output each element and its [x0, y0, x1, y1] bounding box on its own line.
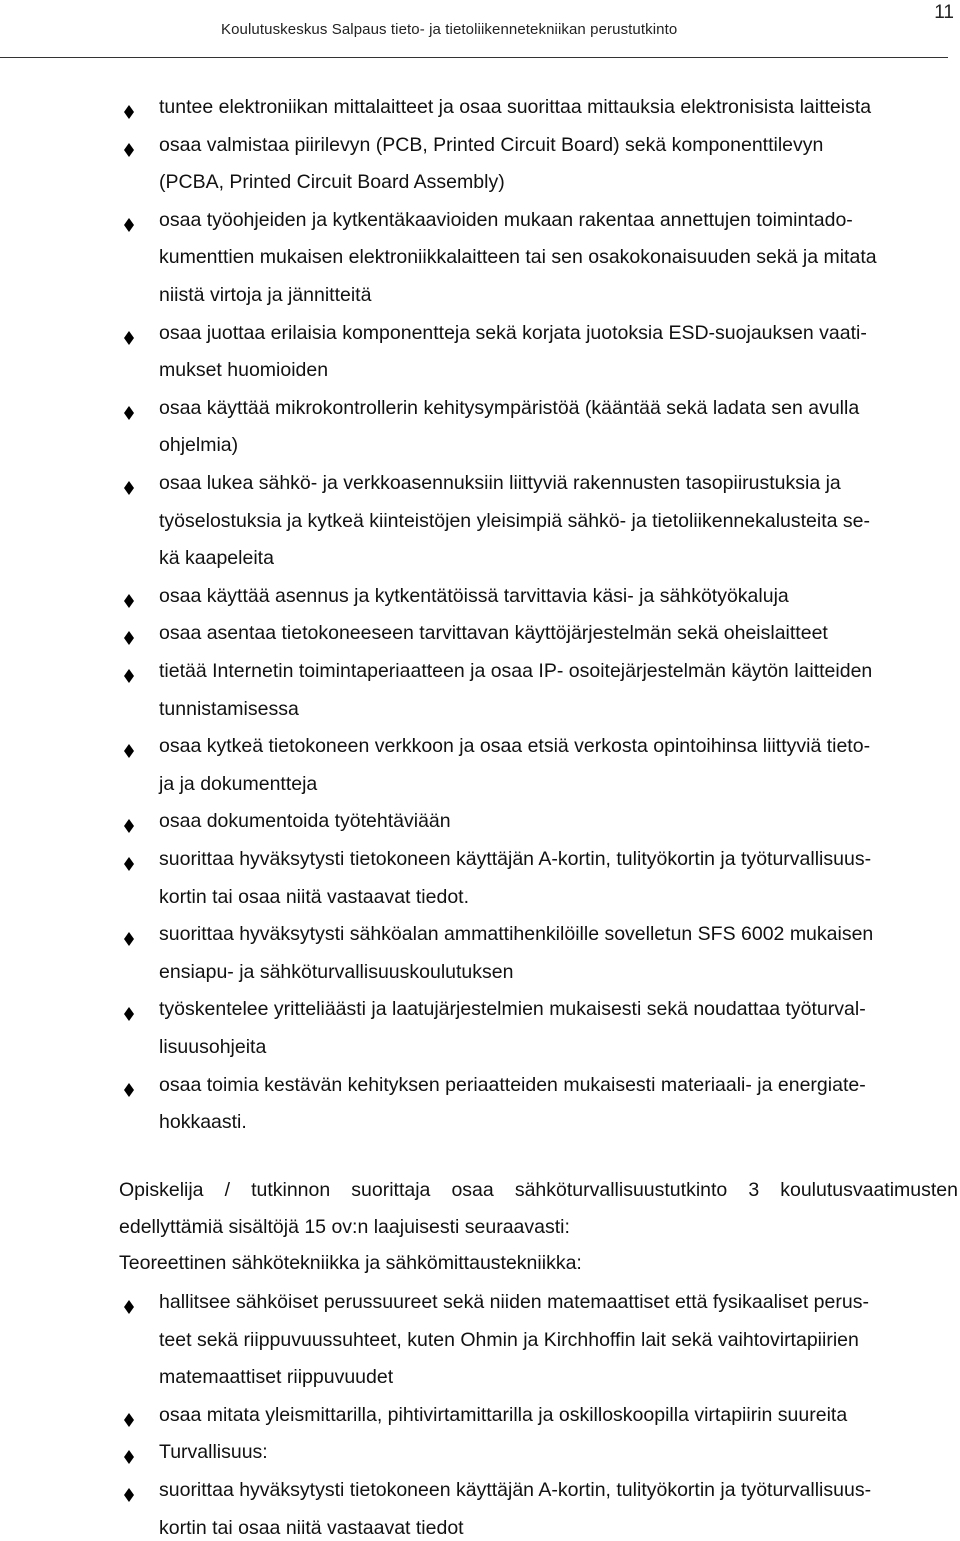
bullet-diamond-icon	[124, 481, 134, 495]
list-item-text-line: kä kaapeleita	[159, 547, 274, 570]
list-item-text-line: tunnistamisessa	[159, 697, 299, 720]
list-item-text-line: hokkaasti.	[159, 1111, 247, 1134]
list-item-text-line: kortin tai osaa niitä vastaavat tiedot.	[159, 885, 470, 908]
list-item-text-line: tietää Internetin toimintaperiaatteen ja osaa IP- osoitejärjestelmän käytön laitteiden	[159, 660, 873, 682]
list-item-text-line: osaa työohjeiden ja kytkentäkaavioiden mukaan rakentaa annettujen toimintado-	[159, 208, 853, 231]
bullet-diamond-icon	[124, 105, 134, 119]
list-item-text-line: osaa juottaa erilaisia komponentteja sekä korjata juotoksia ESD-suojauksen vaati-	[159, 321, 867, 344]
list-item-text-line: ja ja dokumentteja	[159, 772, 318, 795]
bullet-diamond-icon	[124, 932, 134, 946]
list-item-text-line: hallitsee sähköiset perussuureet sekä niiden matemaattiset että fysikaaliset perus-	[159, 1291, 869, 1313]
bullet-diamond-icon	[124, 143, 134, 157]
list-item-text-line: osaa käyttää asennus ja kytkentätöissä tarvittavia käsi- ja sähkötyökaluja	[159, 584, 789, 607]
list-item-text-line: kumenttien mukaisen elektroniikkalaitteen tai sen osakokonaisuuden sekä ja mitata	[159, 246, 877, 269]
list-item-text-line: työskentelee yritteliäästi ja laatujärjestelmien mukaisesti sekä noudattaa työturval-	[159, 998, 866, 1021]
paragraph-line: edellyttämiä sisältöjä 15 ov:n laajuisesti seuraavasti:	[119, 1216, 570, 1238]
list-item-text-line: osaa kytkeä tietokoneen verkkoon ja osaa etsiä verkosta opintoihinsa liittyviä tieto-	[159, 735, 871, 758]
list-item-text-line: osaa valmistaa piirilevyn (PCB, Printed Circuit Board) sekä komponenttilevyn	[159, 133, 824, 156]
list-item-text-line: ohjelmia)	[159, 434, 239, 457]
bullet-diamond-icon	[124, 819, 134, 833]
bullet-diamond-icon	[124, 744, 134, 758]
bullet-diamond-icon	[124, 218, 134, 232]
bullet-diamond-icon	[124, 1413, 134, 1427]
list-item-text-line: osaa käyttää mikrokontrollerin kehitysympäristöä (kääntää sekä ladata sen avulla	[159, 396, 860, 419]
list-item-text-line: lisuusohjeita	[159, 1035, 267, 1058]
bullet-diamond-icon	[124, 1450, 134, 1464]
list-item-text-line: Turvallisuus:	[159, 1441, 268, 1464]
bullet-diamond-icon	[124, 594, 134, 608]
list-item-text-line: suorittaa hyväksytysti tietokoneen käyttäjän A-kortin, tulityökortin ja työturvallisuus-	[159, 848, 872, 870]
list-item-text-line: (PCBA, Printed Circuit Board Assembly)	[159, 171, 505, 194]
paragraph-line: Opiskelija / tutkinnon suorittaja osaa sähköturvallisuustutkinto 3 koulutusvaatimusten	[119, 1179, 958, 1201]
list-item-text-line: osaa lukea sähkö- ja verkkoasennuksiin liittyviä rakennusten tasopiirustuksia ja	[159, 472, 841, 494]
list-item-text-line: teet sekä riippuvuussuhteet, kuten Ohmin ja Kirchhoffin lait sekä vaihtovirtapiirien	[159, 1328, 859, 1351]
list-item-text-line: suorittaa hyväksytysti sähköalan ammattihenkilöille sovelletun SFS 6002 mukaisen	[159, 923, 874, 946]
list-item-text-line: matemaattiset riippuvuudet	[159, 1366, 394, 1389]
header-rule	[0, 57, 948, 58]
list-item-text-line: osaa mitata yleismittarilla, pihtivirtamittarilla ja oskilloskoopilla virtapiirin suureita	[159, 1403, 848, 1426]
bullet-diamond-icon	[124, 1488, 134, 1502]
bullet-diamond-icon	[124, 1083, 134, 1097]
list-item-text-line: tuntee elektroniikan mittalaitteet ja osaa suorittaa mittauksia elektronisista laitteista	[159, 96, 872, 118]
list-item-text-line: osaa dokumentoida työtehtäviään	[159, 810, 451, 833]
list-item-text-line: osaa asentaa tietokoneeseen tarvittavan käyttöjärjestelmän sekä oheislaitteet	[159, 622, 828, 645]
running-header: Koulutuskeskus Salpaus tieto- ja tietoliikennetekniikan perustutkinto	[221, 21, 678, 38]
list-item-text-line: niistä virtoja ja jännitteitä	[159, 283, 372, 306]
list-item-text-line: mukset huomioiden	[159, 359, 329, 382]
bullet-diamond-icon	[124, 331, 134, 345]
bullet-diamond-icon	[124, 669, 134, 683]
bullet-diamond-icon	[124, 406, 134, 420]
paragraph-line: Teoreettinen sähkötekniikka ja sähkömittaustekniikka:	[119, 1252, 582, 1274]
list-item-text-line: osaa toimia kestävän kehityksen periaatteiden mukaisesti materiaali- ja energiate-	[159, 1073, 866, 1096]
bullet-diamond-icon	[124, 631, 134, 645]
page-number: 11	[934, 2, 954, 23]
list-item-text-line: työselostuksia ja kytkeä kiinteistöjen yleisimpiä sähkö- ja tietoliikennekalusteita se-	[159, 509, 871, 532]
list-item-text-line: suorittaa hyväksytysti tietokoneen käyttäjän A-kortin, tulityökortin ja työturvallisuus-	[159, 1479, 872, 1501]
bullet-diamond-icon	[124, 1007, 134, 1021]
list-item-text-line: ensiapu- ja sähköturvallisuuskoulutuksen	[159, 960, 514, 983]
bullet-diamond-icon	[124, 1300, 134, 1314]
bullet-diamond-icon	[124, 857, 134, 871]
list-item-text-line: kortin tai osaa niitä vastaavat tiedot	[159, 1516, 464, 1539]
